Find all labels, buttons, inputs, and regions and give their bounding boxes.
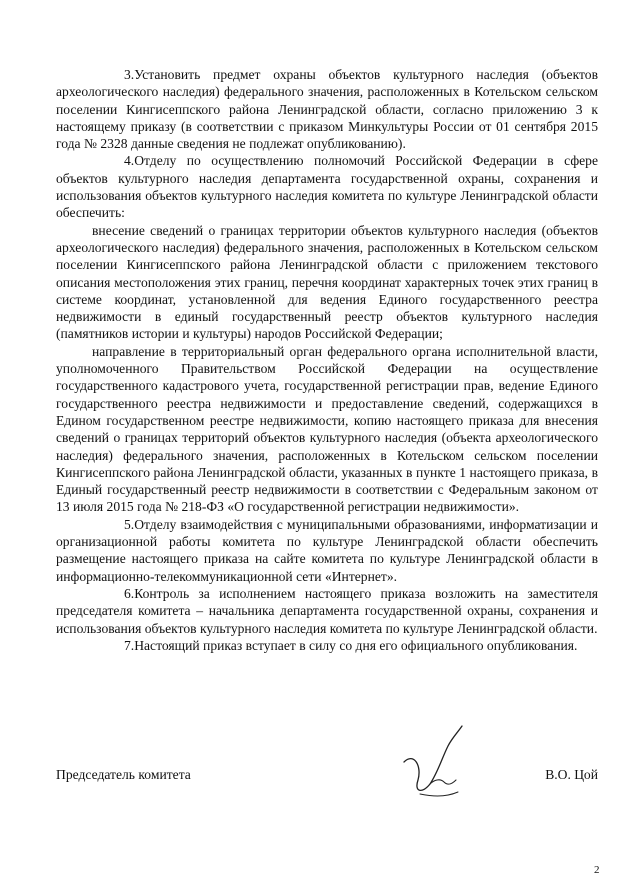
- paragraph-text: Установить предмет охраны объектов культурного наследия (объектов археологического наследия) федерального значения, расположенных в Котельском сельском поселении Кингисеппского района Ленинградской области, согласно приложению 3 к настоящему приказу (в соответствии с приказом Минкультуры России от 01 сентября 2015 года № 2328 данные сведения не подлежат опубликованию).: [56, 67, 598, 152]
- signatory-name: В.О. Цой: [545, 767, 598, 782]
- paragraph-text: Контроль за исполнением настоящего приказа возложить на заместителя председателя комитета – начальника департамента государственной охраны, сохранения и использования объектов культурного наследия комитета по культуре Ленинградской области.: [56, 585, 598, 636]
- paragraph-text: направление в территориальный орган федерального органа исполнительной власти, уполномоченного Правительством Российской Федерации на осуществление государственного кадастрового учета, государственной регистрации прав, ведение Единого государственного реестра недвижимости и предоставление сведений, содержащихся в Едином государственном реестре недвижимости, копию настоящего приказа для внесения сведений о границах территорий объектов культурного наследия (объекта археологического наследия) федерального значения, расположенных в Котельском сельском поселении Кингисеппского района Ленинградской области, указанных в пункте 1 настоящего приказа, в Единый государственный реестр недвижимости в соответствии с Федеральным законом от 13 июля 2015 года № 218-ФЗ «О государственной регистрации недвижимости».: [56, 343, 598, 515]
- paragraph-number: 6.: [124, 585, 135, 601]
- paragraph-5: [56, 516, 598, 585]
- handwritten-signature: [400, 722, 490, 802]
- paragraph-number: 5.: [124, 516, 135, 532]
- paragraph-number: 7.: [124, 637, 135, 653]
- paragraph-number: 4.: [124, 153, 135, 169]
- paragraph-3: [56, 66, 598, 152]
- paragraph-4-item-2: [56, 343, 598, 516]
- paragraph-number: 3.: [124, 67, 135, 82]
- paragraph-6: [56, 585, 598, 637]
- paragraph-4-item-1: [56, 222, 598, 343]
- paragraph-text: Отделу по осуществлению полномочий Российской Федерации в сфере объектов культурного наследия департамента государственной охраны, сохранения и использования объектов культурного наследия комитета по культуре Ленинградской области обеспечить:: [56, 153, 598, 221]
- page-number: 2: [594, 864, 600, 876]
- paragraph-text: Отделу взаимодействия с муниципальными образованиями, информатизации и организационной работы комитета по культуре Ленинградской области обеспечить размещение настоящего приказа на сайте комитета по культуре Ленинградской области в информационно-телекоммуникационной сети «Интернет».: [56, 516, 598, 584]
- paragraph-7: [56, 637, 598, 654]
- paragraph-text: Настоящий приказ вступает в силу со дня его официального опубликования.: [134, 637, 578, 653]
- paragraph-text: внесение сведений о границах территории объектов культурного наследия (объектов археологического наследия) федерального значения, расположенных в Котельском сельском поселении Кингисеппского района Ленинградской области с приложением текстового описания местоположения этих границ, перечня координат характерных точек этих границ в системе координат, установленной для ведения Единого государственного реестра недвижимости в единый государственный реестр объектов культурного наследия (памятников истории и культуры) народов Российской Федерации;: [56, 222, 598, 342]
- document-body: [56, 66, 598, 654]
- signatory-position: Председатель комитета: [56, 767, 191, 782]
- paragraph-4: [56, 152, 598, 221]
